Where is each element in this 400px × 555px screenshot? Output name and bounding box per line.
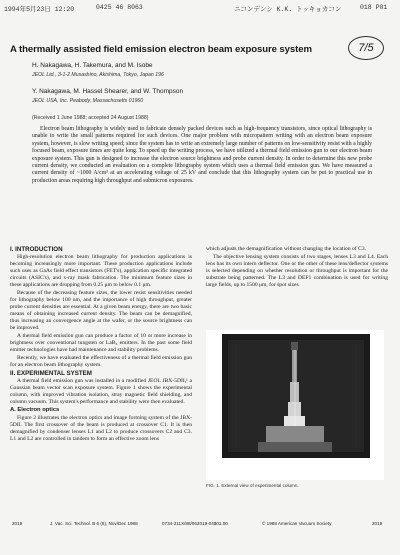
fax-header-datetime: 1994年5月23日 12:20 (4, 6, 75, 13)
received-date: (Received 1 June 1988; accepted 24 August 1988) (32, 115, 149, 121)
left-column (10, 246, 192, 444)
paper-title: A thermally assisted field emission electron beam exposure system (10, 44, 312, 55)
figure-1-photo (206, 330, 384, 480)
footer-code: 0734-211X/88/062019-04$01.00 (162, 521, 228, 526)
footer-journal: J. Vac. Sci. Technol. B 6 (6), Nov/Dec 1988 (50, 521, 138, 526)
footer-page-number-left: 2019 (12, 521, 23, 526)
abstract: Electron beam lithography is widely used to fabricate densely packed devices such as high-frequency transistors, since optical lithography is unable to write the small patterns required for such devices. One major problem with micropattern writing with an electron beam exposure system, however, is slow writing speed; since the system has to write an extremely large number of patterns on low-sensitivity resist with a highly focused beam, exposure times are quite long. To speed up the writing process, we have utilized a thermal field emission gun to our electron beam exposure system. This gun is designed to increase the electron source brightness and probe current density. In order to determine this new probe current density, we conducted an evaluation on a complete lithography system which uses a thermal field emission gun. We have measured a current density of ~1000 A/cm² at an accelerating voltage of 25 kV and conclude that this lithography system can be put to practical use in production areas requiring high throughput and submicron exposures. (32, 126, 372, 184)
fax-header-number: 0425 46 8063 (96, 4, 143, 11)
affiliation-2: JEOL USA, Inc. Peabody, Massachusetts 01960 (32, 98, 144, 104)
footer-page-number-right: 2019 (372, 521, 383, 526)
authors-group-2: Y. Nakagawa, M. Hassel Shearer, and W. Thompson (32, 88, 184, 95)
paragraph: A thermal field emission gun was installed in a modified JEOL JBX-5DII,¹ a Gaussian beam vector scan exposure system. Figure 1 shows the experimental column, with improved vibration isolation, stray magnetic field shielding, and column vacuum. This system's performance and stability were then evaluated. (10, 378, 192, 405)
page-footer (10, 521, 390, 529)
section-heading-experimental: II. EXPERIMENTAL SYSTEM (10, 370, 92, 377)
right-column (206, 246, 388, 290)
paragraph: A thermal field emission gun can produce a factor of 10 or more increase in brightness over conventional tungsten or LaB₆ emitters. In the past some field emitter technologies have had maintenance and stability problems. (10, 333, 192, 353)
affiliation-1: JEOL Ltd., 3-1-2 Musashino, Akishima, Tokyo, Japan 196 (32, 72, 164, 78)
fax-header-sender: ニコンデンシ K.K. トッキョカコン (234, 6, 342, 13)
page-stamp: 7/5 (348, 36, 384, 60)
authors-group-1: H. Nakagawa, H. Takemura, and M. Isobe (32, 62, 153, 69)
figure-1-caption: FIG. 1. External view of experimental column. (206, 483, 299, 488)
fax-header (4, 4, 396, 14)
section-heading-introduction: I. INTRODUCTION (10, 246, 63, 253)
paragraph: which adjusts the demagnification without changing the location of C3. (206, 246, 367, 252)
paragraph: Figure 2 illustrates the electron optics and image forming system of the JBX-5DII. The first crossover of the beam is produced at crossover C1. It is then demagnified by condenser lenses L1 and L2 to produce crossovers C2 and C3. L1 and L2 are controlled in tandem to form an effective zoom lens (10, 415, 192, 442)
subsection-heading-electron-optics: A. Electron optics (10, 407, 60, 413)
footer-copyright: © 1988 American Vacuum Society (262, 521, 332, 526)
column-photo-illustration (206, 330, 384, 480)
paragraph: Because of the decreasing feature sizes, the lower resist sensitivities needed for lithography below 100 nm, and the importance of high throughput, greater probe current densities are essential. At a given beam energy, there are two basic means of obtaining increased current density. The beam can be demagnified, thus increasing an convergence angle at the wafer, or the source brightness can be improved. (10, 290, 192, 331)
fax-header-page: 018 P01 (360, 4, 388, 11)
paragraph: Recently, we have evaluated the effectiveness of a thermal field emission gun for an electron beam lithography system. (10, 355, 192, 368)
paragraph: The objective lensing system consists of two stages, lenses L3 and L4. Each lens has its own intern deflector. One or the other of these lens/deflector systems is selected depending on whether resolution or throughput is important for the substrate being patterned. The L3 and DEF1 combination is used for writing large fields, up to 1500 μm, for spot sizes (206, 254, 388, 288)
paragraph: High-resolution electron beam lithography for production applications is becoming increasingly more important. These production applications include such uses as GaAs field effect transistors (FET's), application specific integrated circuits (ASIC's), and x-ray mask fabrication. The minimum feature sizes in these applications are dropping from 0.25 μm to below 0.1 μm. (10, 254, 192, 288)
